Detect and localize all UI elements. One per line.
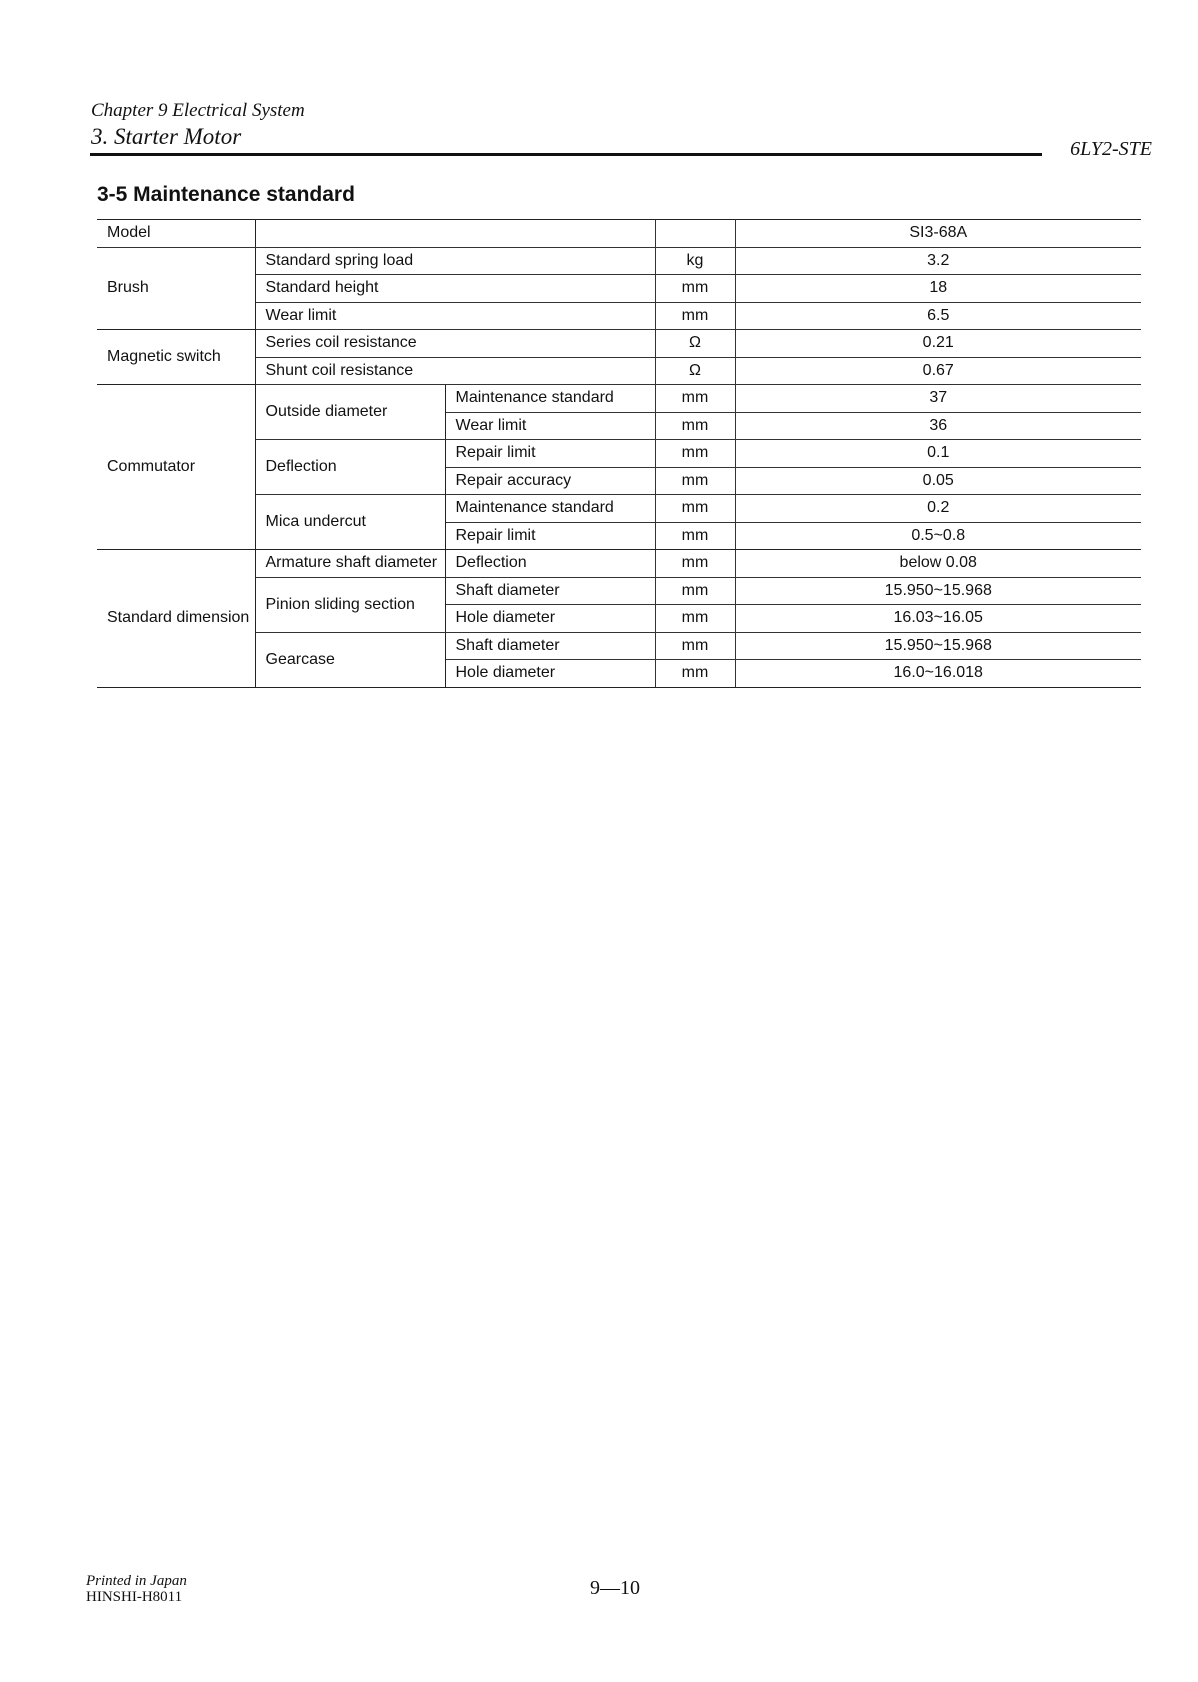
unit-cell: mm <box>655 495 735 523</box>
item-label: Wear limit <box>445 412 655 440</box>
item-label: Repair limit <box>445 522 655 550</box>
table-row <box>97 220 1141 248</box>
unit-cell: mm <box>655 605 735 633</box>
model-label: Model <box>97 220 255 248</box>
unit-cell: mm <box>655 412 735 440</box>
model-blank-cell <box>255 220 655 248</box>
page-number: 9—10 <box>590 1577 640 1599</box>
table-row <box>97 550 1141 578</box>
table-row <box>97 385 1141 413</box>
unit-cell: mm <box>655 302 735 330</box>
table-row <box>97 247 1141 275</box>
value-cell: 3.2 <box>735 247 1141 275</box>
document-code: HINSHI-H8011 <box>86 1589 183 1605</box>
model-value: SI3-68A <box>735 220 1141 248</box>
unit-cell: kg <box>655 247 735 275</box>
group-label-magnetic-switch: Magnetic switch <box>97 330 255 385</box>
item-label: Deflection <box>445 550 655 578</box>
subgroup-label-outside-diameter: Outside diameter <box>255 385 445 440</box>
unit-cell: mm <box>655 660 735 688</box>
chapter-heading: Chapter 9 Electrical System <box>91 100 305 121</box>
unit-cell: mm <box>655 440 735 468</box>
maintenance-standard-table <box>97 219 1141 688</box>
unit-cell: mm <box>655 467 735 495</box>
value-cell: below 0.08 <box>735 550 1141 578</box>
unit-cell: mm <box>655 385 735 413</box>
value-cell: 15.950~15.968 <box>735 577 1141 605</box>
value-cell: 6.5 <box>735 302 1141 330</box>
engine-model-code: 6LY2-STE <box>1070 138 1152 160</box>
group-label-brush: Brush <box>97 247 255 330</box>
value-cell: 0.2 <box>735 495 1141 523</box>
footer-print-info <box>86 1573 187 1605</box>
model-unit-cell <box>655 220 735 248</box>
value-cell: 37 <box>735 385 1141 413</box>
unit-cell: Ω <box>655 330 735 358</box>
subgroup-label-pinion: Pinion sliding section <box>255 577 445 632</box>
subgroup-label-gearcase: Gearcase <box>255 632 445 687</box>
value-cell: 0.5~0.8 <box>735 522 1141 550</box>
item-label: Shaft diameter <box>445 632 655 660</box>
value-cell: 0.21 <box>735 330 1141 358</box>
item-label: Hole diameter <box>445 605 655 633</box>
item-label: Hole diameter <box>445 660 655 688</box>
subgroup-label-deflection: Deflection <box>255 440 445 495</box>
table-row <box>97 330 1141 358</box>
item-label: Shaft diameter <box>445 577 655 605</box>
group-label-standard-dimension: Standard dimension <box>97 550 255 688</box>
item-label: Repair limit <box>445 440 655 468</box>
value-cell: 36 <box>735 412 1141 440</box>
printed-in-label: Printed in Japan <box>86 1573 187 1589</box>
value-cell: 16.03~16.05 <box>735 605 1141 633</box>
header-rule <box>90 153 1042 156</box>
item-label: Maintenance standard <box>445 385 655 413</box>
value-cell: 16.0~16.018 <box>735 660 1141 688</box>
item-label: Shunt coil resistance <box>255 357 655 385</box>
page-title: 3-5 Maintenance standard <box>97 183 355 206</box>
unit-cell: Ω <box>655 357 735 385</box>
value-cell: 0.67 <box>735 357 1141 385</box>
subgroup-label-armature: Armature shaft diameter <box>255 550 445 578</box>
value-cell: 0.05 <box>735 467 1141 495</box>
unit-cell: mm <box>655 522 735 550</box>
unit-cell: mm <box>655 577 735 605</box>
item-label: Standard spring load <box>255 247 655 275</box>
item-label: Series coil resistance <box>255 330 655 358</box>
value-cell: 18 <box>735 275 1141 303</box>
item-label: Maintenance standard <box>445 495 655 523</box>
section-heading: 3. Starter Motor <box>91 124 242 149</box>
value-cell: 0.1 <box>735 440 1141 468</box>
item-label: Standard height <box>255 275 655 303</box>
item-label: Repair accuracy <box>445 467 655 495</box>
group-label-commutator: Commutator <box>97 385 255 550</box>
unit-cell: mm <box>655 275 735 303</box>
subgroup-label-mica-undercut: Mica undercut <box>255 495 445 550</box>
value-cell: 15.950~15.968 <box>735 632 1141 660</box>
item-label: Wear limit <box>255 302 655 330</box>
unit-cell: mm <box>655 632 735 660</box>
unit-cell: mm <box>655 550 735 578</box>
